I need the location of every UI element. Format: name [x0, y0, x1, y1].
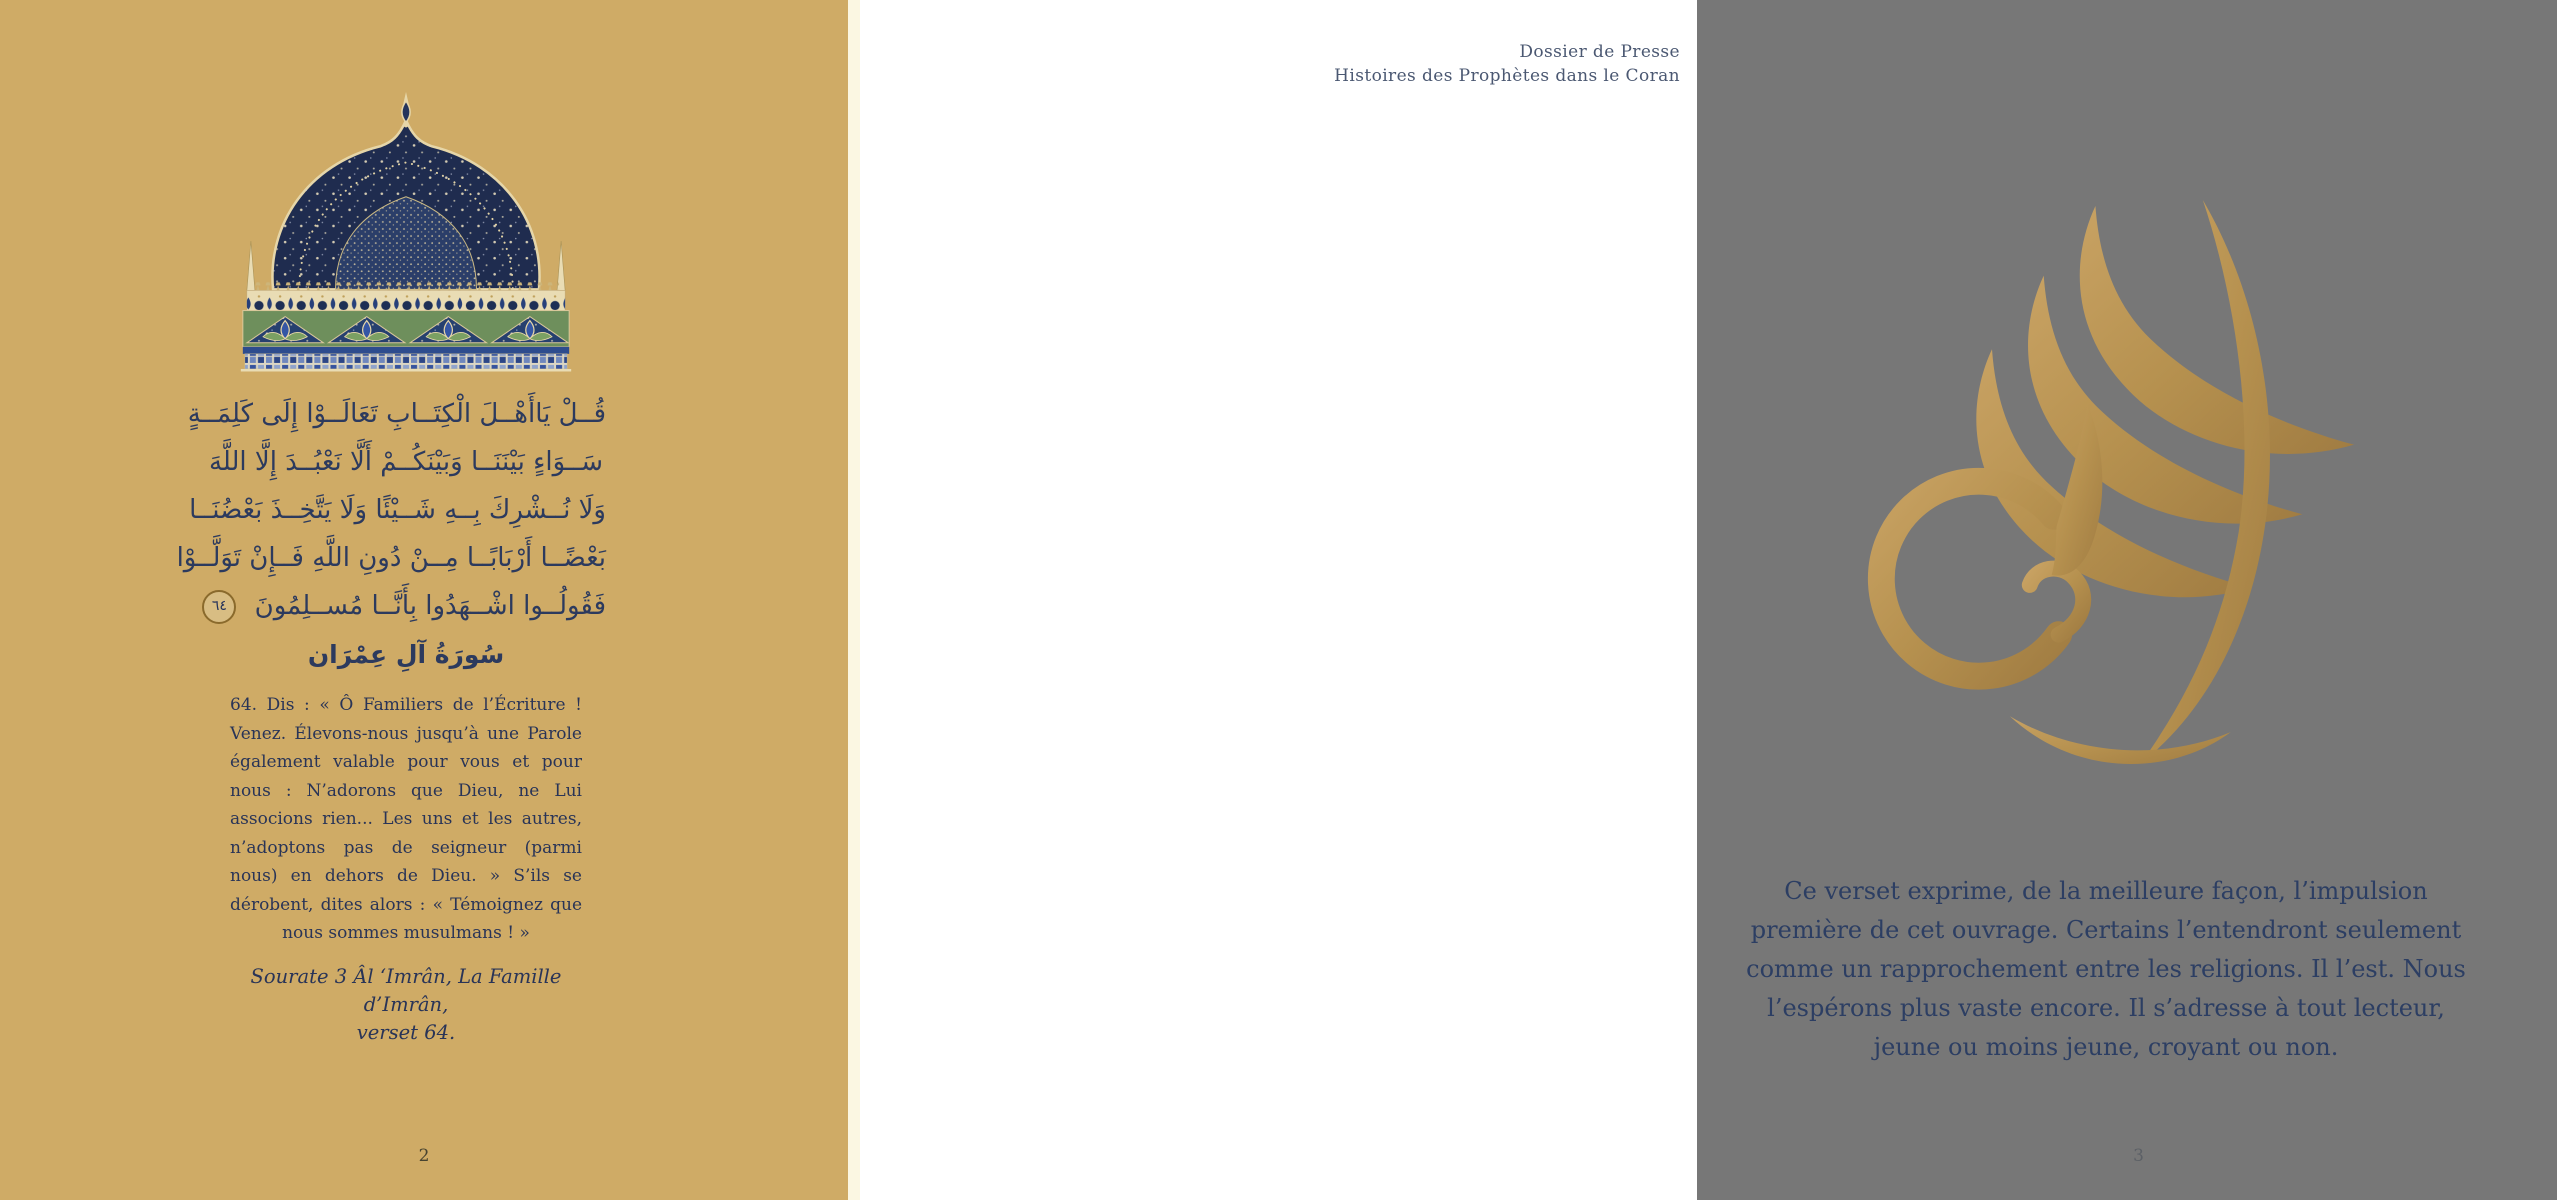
- calligraphy-strokes: [1881, 200, 2354, 764]
- allah-gold-calligraphy: [1805, 188, 2357, 770]
- arabic-verse-line: [206, 582, 606, 630]
- intro-paragraph: Ce verset exprime, de la meilleure façon, l’impulsion première de cet ouvrage. Certains l’entendront seulement comme un rapprochement entre les religions. Il l’est. Nous l’espérons plus vaste encore. Il s’adresse à tout lecteur, jeune ou moins jeune, croyant ou non.: [1746, 877, 2466, 1061]
- left-page: [0, 0, 848, 1200]
- header-line-1: Dossier de Presse: [1519, 42, 1680, 62]
- dome-illustration-svg: [232, 92, 580, 374]
- surah-signature: سُورَةُ آلِ عِمْرَان: [307, 640, 505, 669]
- arabic-verse-line: بَعْضًــا أَرْبَابًــا مِــنْ دُونِ اللَّهِ فَــإِنْ تَوَلَّــوْا: [176, 543, 606, 573]
- arabic-verse-line: سَــوَاءٍ بَيْنَنَــا وَبَيْنَكُــمْ أَلَّا نَعْبُــدَ إِلَّا اللَّهَ: [208, 447, 604, 477]
- page-gutter: [848, 0, 860, 1200]
- page-number-right: 3: [2133, 1146, 2144, 1166]
- header-line-2: Histoires des Prophètes dans le Coran: [1334, 66, 1680, 86]
- attribution-line-2: verset 64.: [356, 1020, 456, 1044]
- right-page: [860, 0, 2466, 1200]
- ayah-number-medallion: ٦٤: [202, 590, 236, 624]
- arabic-verse-line: وَلَا نُــشْرِكَ بِــهِ شَــيْئًا وَلَا يَتَّخِــذَ بَعْضُنَــا: [189, 495, 606, 525]
- verse-attribution: [210, 963, 602, 1047]
- press-kit-header: [1334, 40, 1680, 88]
- arabic-verse: [176, 390, 606, 630]
- verse-translation: 64. Dis : « Ô Familiers de l’Écriture ! Venez. Élevons-nous jusqu’à une Parole également valable pour vous et pour nous : N’adorons que Dieu, ne Lui associons rien... Les uns et les autres, n’adoptons pas de seigneur (parmi nous) en dehors de Dieu. » S’ils se dérobent, dites alors : « Témoignez que nous sommes musulmans ! »: [230, 695, 582, 943]
- arabic-verse-line-text: فَقُولُــوا اشْــهَدُوا بِأَنَّــا مُســلِمُونَ: [254, 591, 606, 621]
- dome-body: [272, 120, 539, 289]
- dome-finial: [402, 92, 410, 127]
- arabic-verse-line: قُــلْ يَاأَهْــلَ الْكِتَــابِ تَعَالَــوْا إِلَى كَلِمَــةٍ: [187, 399, 606, 429]
- attribution-line-1: Sourate 3 Âl ‘Imrân, La Famille d’Imrân,: [250, 964, 562, 1016]
- starry-dome-illustration: [232, 92, 580, 374]
- calligraphy-svg: [1805, 188, 2357, 770]
- page-number-left: 2: [418, 1146, 430, 1166]
- left-page-content: [176, 92, 606, 1047]
